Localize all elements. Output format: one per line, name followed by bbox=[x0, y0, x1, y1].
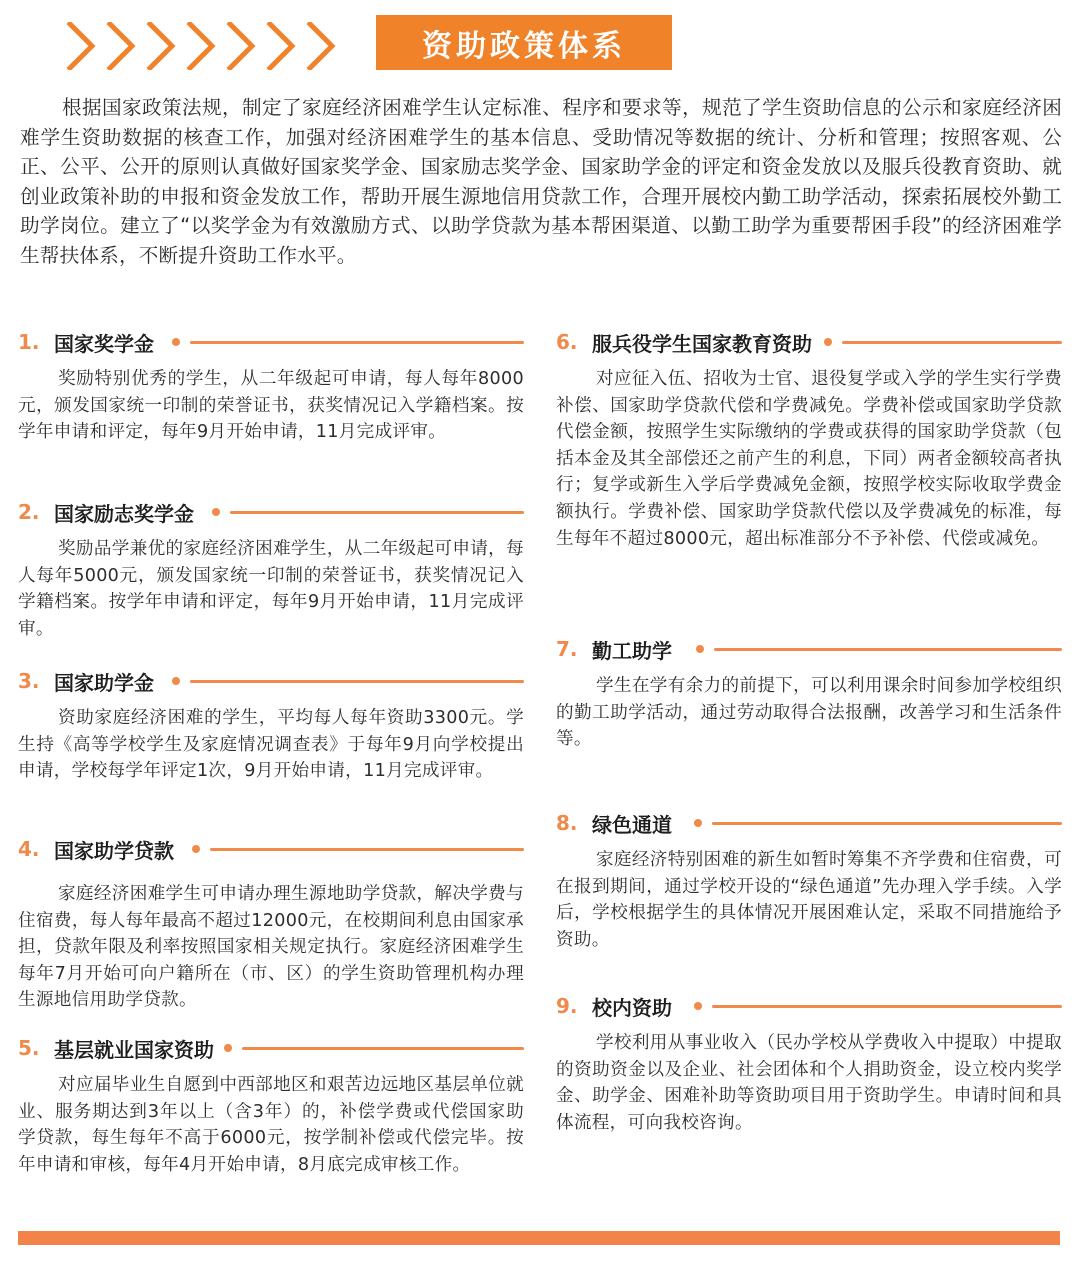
section-heading bbox=[18, 1028, 524, 1068]
section-number: 5. bbox=[18, 1036, 40, 1060]
section-title: 国家助学金 bbox=[54, 670, 154, 695]
section-number: 2. bbox=[18, 500, 40, 524]
section-number: 6. bbox=[556, 330, 578, 354]
chevron-arrows-icon bbox=[66, 22, 350, 70]
section-heading bbox=[556, 629, 1062, 669]
intro-paragraph: 根据国家政策法规，制定了家庭经济困难学生认定标准、程序和要求等，规范了学生资助信息的公示和家庭经济困难学生资助数据的核查工作，加强对经济困难学生的基本信息、受助情况等数据的统计、分析和管理；按照客观、公正、公平、公开的原则认真做好国家奖学金、国家励志奖学金、国家助学金的评定和资金发放以及服兵役教育资助、就创业政策补助的申报和资金发放工作，帮助开展生源地信用贷款工作，合理开展校内勤工助学活动，探索拓展校外勤工助学岗位。建立了“以奖学金为有效激励方式、以助学贷款为基本帮困渠道、以勤工助学为重要帮困手段”的经济困难学生帮扶体系，不断提升资助工作水平。 bbox=[20, 96, 1062, 267]
heading-rule bbox=[712, 1005, 1062, 1008]
section-military-service-aid bbox=[556, 322, 1062, 552]
heading-rule bbox=[190, 341, 524, 344]
section-campus-aid bbox=[556, 986, 1062, 1136]
section-body: 学生在学有余力的前提下，可以利用课余时间参加学校组织的勤工助学活动，通过劳动取得合法报酬，改善学习和生活条件等。 bbox=[556, 676, 1062, 750]
section-inspirational-scholarship bbox=[18, 492, 524, 642]
page-title: 资助政策体系 bbox=[376, 15, 672, 70]
bullet-dot-icon bbox=[696, 645, 704, 653]
section-number: 9. bbox=[556, 994, 578, 1018]
section-national-grant bbox=[18, 661, 524, 785]
section-body: 家庭经济特别困难的新生如暂时筹集不齐学费和住宿费，可在报到期间，通过学校开设的“绿色通道”先办理入学手续。入学后，学校根据学生的具体情况开展困难认定，采取不同措施给予资助。 bbox=[556, 850, 1062, 950]
heading-rule bbox=[712, 822, 1062, 825]
section-green-channel bbox=[556, 803, 1062, 953]
bullet-dot-icon bbox=[824, 338, 832, 346]
section-body: 对应征入伍、招收为士官、退役复学或入学的学生实行学费补偿、国家助学贷款代偿和学费减免。学费补偿或国家助学贷款代偿金额，按照学生实际缴纳的学费或获得的国家助学贷款（包括本金及其全部偿还之前产生的利息，下同）两者金额较高者执行；复学或新生入学后学费减免金额，按照学校实际收取学费金额执行。学费补偿、国家助学贷款代偿以及学费减免的标准，每生每年不超过8000元，超出标准部分不予补偿、代偿或减免。 bbox=[556, 369, 1062, 549]
section-title: 基层就业国家资助 bbox=[54, 1037, 214, 1062]
section-title: 勤工助学 bbox=[592, 638, 672, 663]
section-title: 校内资助 bbox=[592, 995, 672, 1020]
footer-bar bbox=[18, 1231, 1060, 1245]
section-number: 8. bbox=[556, 811, 578, 835]
bullet-dot-icon bbox=[172, 338, 180, 346]
section-heading bbox=[556, 986, 1062, 1026]
section-heading bbox=[556, 803, 1062, 843]
section-body: 学校利用从事业收入（民办学校从学费收入中提取）中提取的资助资金以及企业、社会团体和个人捐助资金，设立校内奖学金、助学金、困难补助等资助项目用于资助学生。申请时间和具体流程，可向我校咨询。 bbox=[556, 1033, 1062, 1133]
section-title: 国家奖学金 bbox=[54, 331, 154, 356]
section-body: 家庭经济困难学生可申请办理生源地助学贷款，解决学费与住宿费，每人每年最高不超过12000元，在校期间利息由国家承担，贷款年限及利率按照国家相关规定执行。家庭经济困难学生每年7月开始可向户籍所在（市、区）的学生资助管理机构办理生源地信用助学贷款。 bbox=[18, 884, 524, 1011]
heading-rule bbox=[842, 341, 1062, 344]
section-number: 4. bbox=[18, 837, 40, 861]
bullet-dot-icon bbox=[172, 677, 180, 685]
section-heading bbox=[18, 829, 524, 869]
section-number: 1. bbox=[18, 330, 40, 354]
section-body: 对应届毕业生自愿到中西部地区和艰苦边远地区基层单位就业、服务期达到3年以上（含3年）的，补偿学费或代偿国家助学贷款，每生每年不高于6000元，按学制补偿或代偿完毕。按年申请和审核，每年4月开始申请，8月底完成审核工作。 bbox=[18, 1075, 524, 1175]
section-body: 资助家庭经济困难的学生，平均每人每年资助3300元。学生持《高等学校学生及家庭情况调查表》于每年9月向学校提出申请，学校每学年评定1次，9月开始申请，11月完成评审。 bbox=[18, 708, 524, 782]
section-work-study bbox=[556, 629, 1062, 753]
heading-rule bbox=[210, 848, 524, 851]
section-title: 国家励志奖学金 bbox=[54, 501, 194, 526]
section-number: 7. bbox=[556, 637, 578, 661]
section-heading bbox=[18, 322, 524, 362]
bullet-dot-icon bbox=[694, 819, 702, 827]
heading-rule bbox=[230, 511, 524, 514]
section-student-loan bbox=[18, 829, 524, 1014]
section-national-scholarship bbox=[18, 322, 524, 446]
section-heading bbox=[18, 661, 524, 701]
page-header bbox=[0, 0, 1080, 85]
bullet-dot-icon bbox=[212, 508, 220, 516]
heading-rule bbox=[714, 648, 1062, 651]
heading-rule bbox=[190, 680, 524, 683]
bullet-dot-icon bbox=[224, 1044, 232, 1052]
section-body: 奖励特别优秀的学生，从二年级起可申请，每人每年8000元，颁发国家统一印制的荣誉证书，获奖情况记入学籍档案。按学年申请和评定，每年9月开始申请，11月完成评审。 bbox=[18, 369, 524, 443]
heading-rule bbox=[242, 1047, 524, 1050]
bullet-dot-icon bbox=[192, 845, 200, 853]
section-title: 绿色通道 bbox=[592, 812, 672, 837]
section-number: 3. bbox=[18, 669, 40, 693]
section-title: 服兵役学生国家教育资助 bbox=[592, 331, 812, 356]
bullet-dot-icon bbox=[694, 1002, 702, 1010]
section-body: 奖励品学兼优的家庭经济困难学生，从二年级起可申请，每人每年5000元，颁发国家统一印制的荣誉证书，获奖情况记入学籍档案。按学年申请和评定，每年9月开始申请，11月完成评审。 bbox=[18, 539, 524, 639]
section-heading bbox=[18, 492, 524, 532]
section-heading bbox=[556, 322, 1062, 362]
section-title: 国家助学贷款 bbox=[54, 838, 174, 863]
section-grassroots-employment bbox=[18, 1028, 524, 1178]
